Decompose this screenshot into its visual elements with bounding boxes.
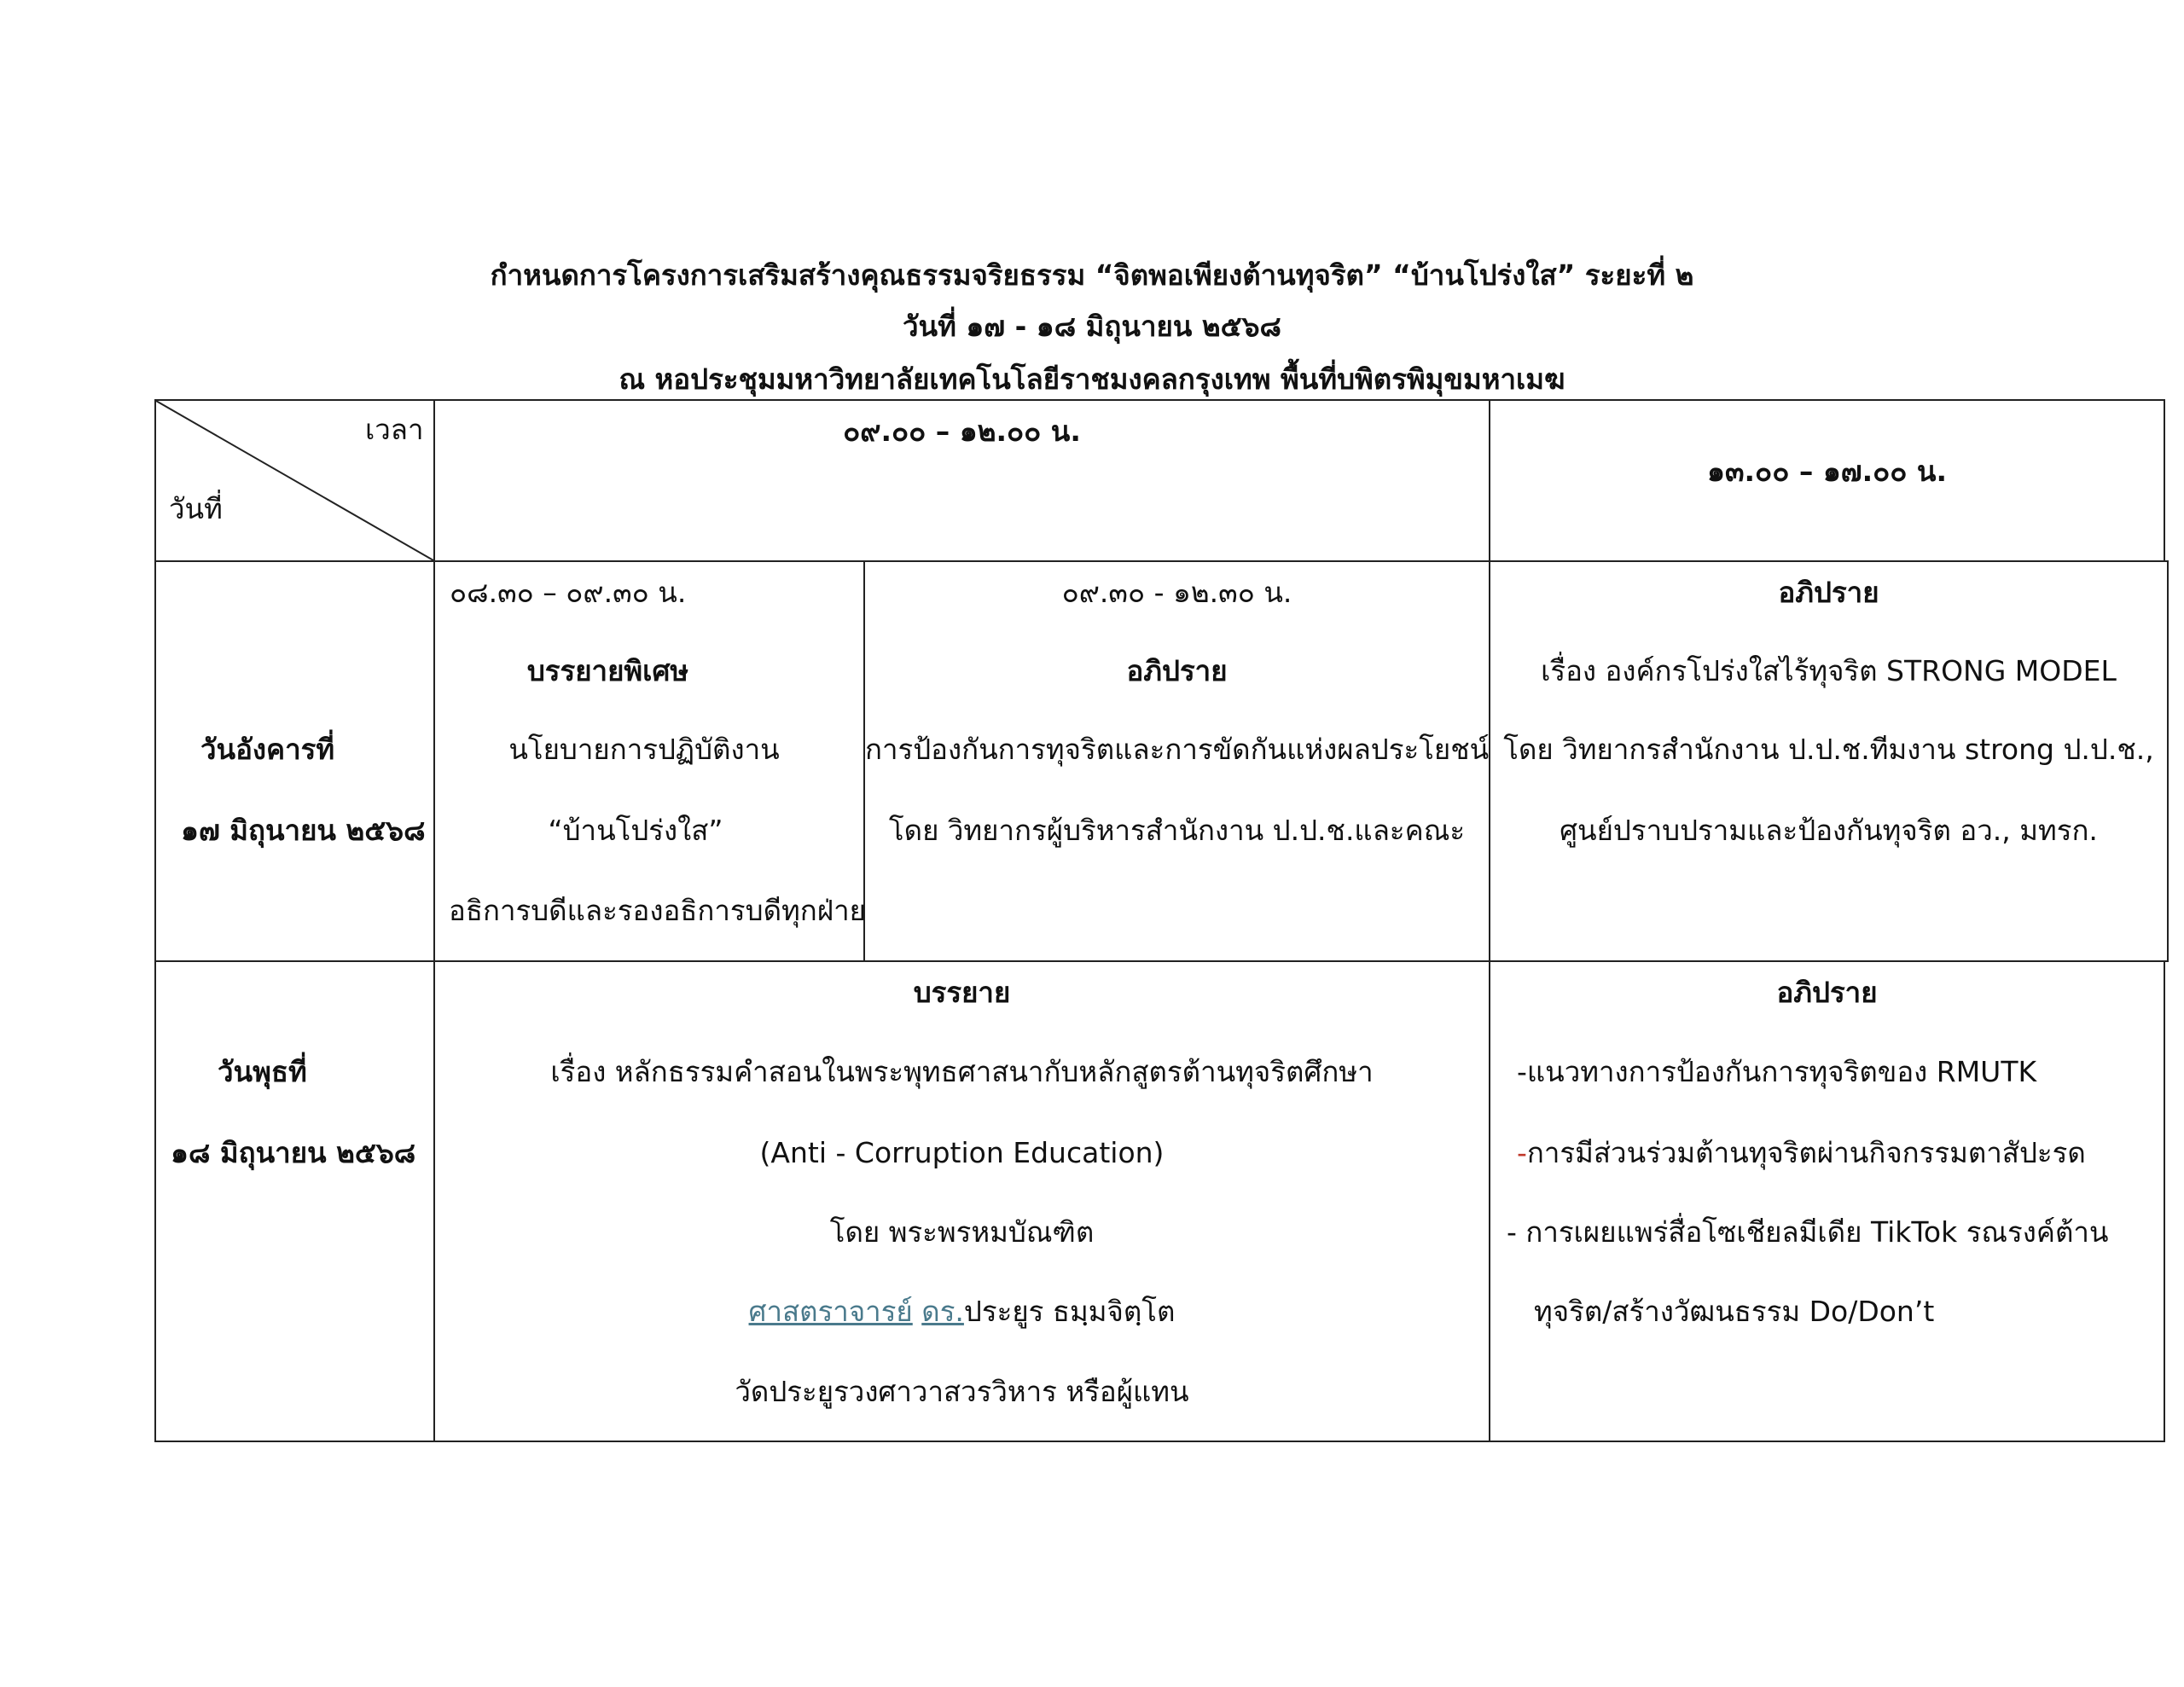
day2-morning-line2: (Anti - Corruption Education) bbox=[759, 1136, 1165, 1169]
column-header-morning: ๐๙.๐๐ – ๑๒.๐๐ น. bbox=[843, 415, 1081, 448]
day1-slot1-line3: อธิการบดีและรองอธิการบดีทุกฝ่าย bbox=[449, 894, 866, 927]
day1-afternoon-type: อภิปราย bbox=[1778, 576, 1879, 609]
day1-afternoon-line1: เรื่อง องค์กรโปร่งใสไร้ทุจริต STRONG MODEL bbox=[1541, 654, 2117, 687]
doctor-title-link[interactable]: ดร. bbox=[921, 1295, 964, 1328]
day1-slot2-time: ๐๙.๓๐ - ๑๒.๓๐ น. bbox=[1061, 576, 1292, 609]
speaker-name: ประยูร ธมฺมจิตฺโต bbox=[963, 1295, 1176, 1328]
day2-afternoon-item3-cont: ทุจริต/สร้างวัฒนธรรม Do/Don’t bbox=[1534, 1295, 1935, 1328]
day2-morning-line4 bbox=[435, 1295, 1489, 1328]
day1-slot2-type: อภิปราย bbox=[1126, 654, 1228, 687]
day2-morning-line1: เรื่อง หลักธรรมคำสอนในพระพุทธศาสนากับหลักสูตรต้านทุจริตศึกษา bbox=[550, 1055, 1374, 1088]
day2-morning-type: บรรยาย bbox=[913, 976, 1011, 1009]
day1-date: ๑๗ มิถุนายน ๒๕๖๘ bbox=[181, 814, 426, 847]
corner-time-label: เวลา bbox=[365, 413, 424, 446]
professor-title-link[interactable]: ศาสตราจารย์ bbox=[748, 1295, 913, 1328]
day1-slot1-time: ๐๘.๓๐ – ๐๙.๓๐ น. bbox=[450, 576, 687, 609]
day1-afternoon-line2: โดย วิทยากรสำนักงาน ป.ป.ช.ทีมงาน strong ป.ป.ช., bbox=[1503, 733, 2154, 766]
document-title: กำหนดการโครงการเสริมสร้างคุณธรรมจริยธรรม “จิตพอเพียงต้านทุจริต” “บ้านโปร่งใส” ระยะที่ ๒ bbox=[490, 258, 1694, 292]
item2-dash: - bbox=[1517, 1136, 1527, 1169]
day2-afternoon-item2 bbox=[1517, 1136, 2086, 1169]
document-date: วันที่ ๑๗ - ๑๘ มิถุนายน ๒๕๖๘ bbox=[902, 310, 1281, 343]
document-venue: ณ หอประชุมมหาวิทยาลัยเทคโนโลยีราชมงคลกรุงเทพ พื้นที่บพิตรพิมุขมหาเมฆ bbox=[619, 362, 1565, 396]
day1-slot1-line1: นโยบายการปฏิบัติงาน bbox=[508, 733, 780, 766]
day2-morning-line5: วัดประยูรวงศาวาสวรวิหาร หรือผู้แทน bbox=[735, 1375, 1189, 1408]
day2-afternoon-item1: -แนวทางการป้องกันการทุจริตของ RMUTK bbox=[1517, 1055, 2037, 1088]
day1-day: วันอังคารที่ bbox=[200, 733, 335, 766]
day2-day: วันพุธที่ bbox=[218, 1055, 307, 1088]
item2-text: การมีส่วนร่วมต้านทุจริตผ่านกิจกรรมตาสัปะรด bbox=[1526, 1136, 2086, 1169]
day1-slot1-line2: “บ้านโปร่งใส” bbox=[548, 814, 723, 847]
day2-afternoon-item3: - การเผยแพร่สื่อโซเชียลมีเดีย TikTok รณรงค์ต้าน bbox=[1507, 1215, 2109, 1249]
day1-slot2-line2: โดย วิทยากรผู้บริหารสำนักงาน ป.ป.ช.และคณะ bbox=[888, 814, 1466, 847]
day2-date: ๑๘ มิถุนายน ๒๕๖๘ bbox=[171, 1136, 416, 1169]
corner-day-label: วันที่ bbox=[169, 492, 223, 525]
day1-afternoon-line3: ศูนย์ปราบปรามและป้องกันทุจริต อว., มทรก. bbox=[1560, 814, 2098, 847]
column-header-afternoon: ๑๓.๐๐ – ๑๗.๐๐ น. bbox=[1707, 455, 1947, 488]
day2-afternoon-type: อภิปราย bbox=[1776, 976, 1878, 1009]
day1-slot2-line1: การป้องกันการทุจริตและการขัดกันแห่งผลประโยชน์ bbox=[865, 733, 1490, 766]
day2-morning-line3: โดย พระพรหมบัณฑิต bbox=[829, 1215, 1095, 1249]
day1-slot1-type: บรรยายพิเศษ bbox=[526, 654, 689, 687]
